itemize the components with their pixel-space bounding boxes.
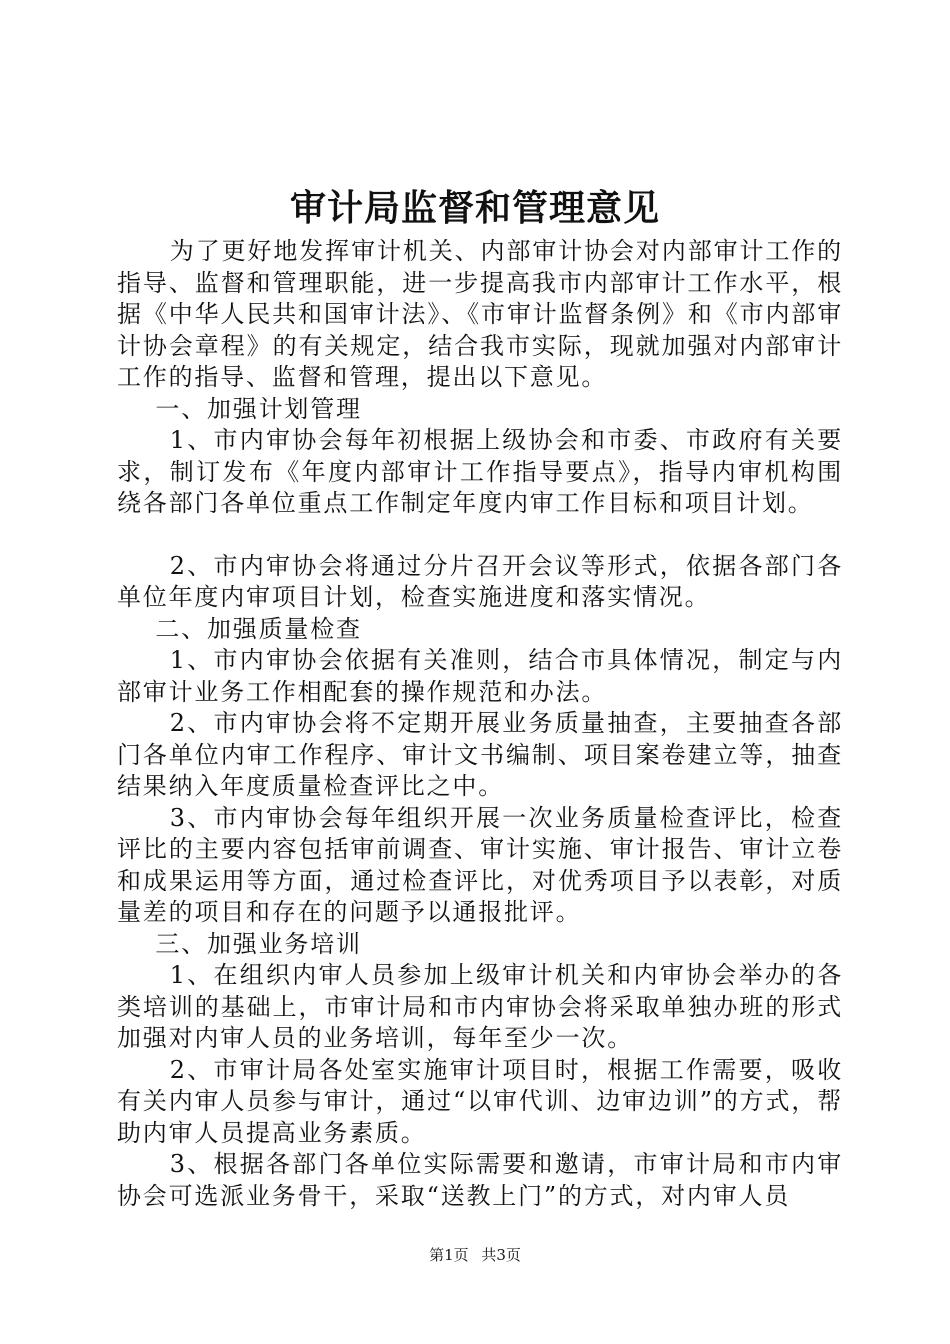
- paragraph-3-3: 3、根据各部门各单位实际需要和邀请，市审计局和市内审协会可选派业务骨干，采取“送教上门”的方式，对内审人员: [117, 1150, 843, 1210]
- section-heading-2: 二、加强质量检查: [155, 614, 362, 643]
- paragraph-3-1: 1、在组织内审人员参加上级审计机关和内审协会举办的各类培训的基础上，市审计局和市内审协会将采取单独办班的形式加强对内审人员的业务培训，每年至少一次。: [117, 961, 843, 1052]
- section-heading-3: 三、加强业务培训: [155, 929, 362, 958]
- page-footer: [0, 1245, 950, 1265]
- paragraph-intro: 为了更好地发挥审计机关、内部审计协会对内部审计工作的指导、监督和管理职能，进一步提高我市内部审计工作水平，根据《中华人民共和国审计法》、《市审计监督条例》和《市内部审计协会章程》的有关规定，结合我市实际，现就加强对内部审计工作的指导、监督和管理，提出以下意见。: [117, 237, 843, 391]
- paragraph-1-1: 1、市内审协会每年初根据上级协会和市委、市政府有关要求，制订发布《年度内部审计工作指导要点》，指导内审机构围绕各部门各单位重点工作制定年度内审工作目标和项目计划。: [117, 426, 843, 517]
- paragraph-3-2: 2、市审计局各处室实施审计项目时，根据工作需要，吸收有关内审人员参与审计，通过“以审代训、边审边训”的方式，帮助内审人员提高业务素质。: [117, 1055, 843, 1147]
- document-body: [117, 236, 843, 1212]
- paragraph-2-2: 2、市内审协会将不定期开展业务质量抽查，主要抽查各部门各单位内审工作程序、审计文书编制、项目案卷建立等，抽查结果纳入年度质量检查评比之中。: [117, 709, 843, 800]
- paragraph-1-2: 2、市内审协会将通过分片召开会议等形式，依据各部门各单位年度内审项目计划，检查实施进度和落实情况。: [117, 551, 843, 611]
- page-number: 第1页: [429, 1246, 469, 1264]
- page-title: 审计局监督和管理意见: [289, 187, 660, 229]
- section-heading-1: 一、加强计划管理: [155, 394, 362, 423]
- paragraph-2-3: 3、市内审协会每年组织开展一次业务质量检查评比，检查评比的主要内容包括审前调查、审计实施、审计报告、审计立卷和成果运用等方面，通过检查评比，对优秀项目予以表彰，对质量差的项目和存在的问题予以通报批评。: [117, 803, 843, 926]
- page-total: 共3页: [481, 1246, 521, 1264]
- paragraph-2-1: 1、市内审协会依据有关准则，结合市具体情况，制定与内部审计业务工作相配套的操作规范和办法。: [117, 646, 843, 706]
